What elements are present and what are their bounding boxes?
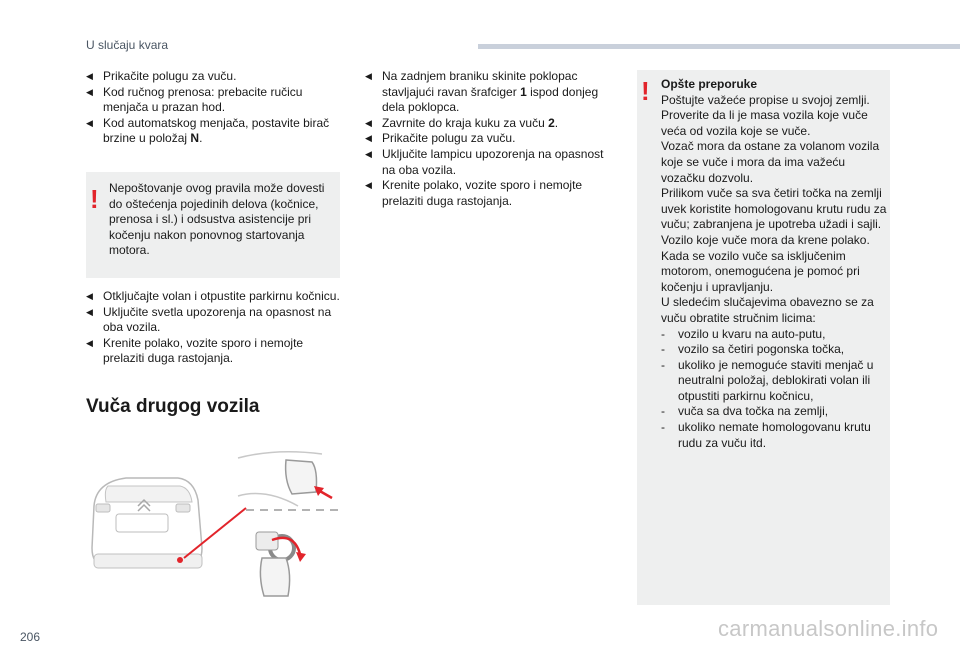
list-item: ◀ Krenite polako, vozite sporo i nemojte prelaziti duga rastojanja. [365, 178, 583, 208]
col1-bottom-instructions [86, 289, 342, 367]
paragraph: Kada se vozilo vuče sa isključenim motorom, onemogućena je pomoć pri kočenju i upravljanju. [661, 248, 860, 294]
list-item: - vuča sa dva točka na zemlji, [661, 404, 829, 419]
list-item: ◀ Prikačite polugu za vuču. [86, 69, 237, 83]
list-item: - ukoliko je nemoguće staviti menjač u neutralni položaj, deblokirati volan ili otpustiti parkirnu kočnicu, [661, 357, 874, 403]
list-item: ◀ Na zadnjem braniku skinite poklopac stavljajući ravan šrafciger 1 ispod donjeg dela poklopca. [365, 69, 599, 115]
list-item: ◀ Krenite polako, vozite sporo i nemojte prelaziti duga rastojanja. [86, 335, 304, 366]
list-item: - ukoliko nemate homologovanu krutu rudu za vuču itd. [661, 420, 871, 450]
arrow-bullet-icon: ◀ [365, 148, 372, 159]
list-item: ◀ Prikačite polugu za vuču. [365, 131, 516, 146]
list-item: ◀ Zavrnite do kraja kuku za vuču 2. [365, 115, 559, 130]
list-item: ◀ Uključite lampicu upozorenja na opasnost na oba vozila. [365, 146, 604, 177]
paragraph: U sledećim slučajevima obavezno se za vuču obratite stručnim licima: [661, 295, 874, 325]
list-item: - vozilo u kvaru na auto-putu, [661, 326, 826, 341]
paragraph: Vozač mora da ostane za volanom vozila koje se vuče i mora da ima važeću vozačku dozvolu. [661, 139, 880, 185]
list-item: ◀ Kod ručnog prenosa: prebacite ručicu menjača u prazan hod. [86, 84, 303, 115]
towing-illustration [86, 436, 342, 606]
col1-top-instructions [86, 69, 342, 147]
page-heading: Vuča drugog vozila [86, 396, 260, 417]
recommendations-title: Opšte preporuke [661, 77, 758, 91]
list-item: - vozilo sa četiri pogonska točka, [661, 342, 845, 357]
recommendations-box [637, 70, 890, 605]
arrow-bullet-icon: ◀ [86, 291, 93, 301]
warning-exclamation-icon: ! [90, 184, 99, 214]
list-item: ◀ Uključite svetla upozorenja na opasnost na oba vozila. [86, 304, 332, 335]
list-item: ◀ Otključajte volan i otpustite parkirnu kočnicu. [86, 289, 340, 303]
list-item: ◀ Kod automatskog menjača, postavite birač brzine u položaj N. [86, 115, 330, 146]
watermark: carmanualsonline.info [718, 616, 939, 641]
paragraph: Poštujte važeće propise u svojoj zemlji. [661, 92, 870, 107]
arrow-bullet-icon: ◀ [365, 133, 372, 144]
arrow-bullet-icon: ◀ [86, 71, 93, 81]
warning-box [86, 172, 340, 278]
page-number: 206 [20, 630, 41, 644]
arrow-bullet-icon: ◀ [86, 86, 93, 97]
arrow-bullet-icon: ◀ [86, 337, 93, 348]
col2-instructions [365, 69, 615, 209]
warning-exclamation-icon: ! [641, 76, 650, 106]
arrow-bullet-icon: ◀ [365, 117, 372, 128]
arrow-bullet-icon: ◀ [365, 71, 372, 81]
arrow-bullet-icon: ◀ [86, 306, 93, 317]
section-title: U slučaju kvara [86, 38, 169, 52]
paragraph: Proverite da li je masa vozila koje vuče veća od vozila koje se vuče. [661, 108, 868, 138]
header-bar [478, 44, 960, 49]
warning-text: Nepoštovanje ovog pravila može dovesti do oštećenja pojedinih delova (kočnice, prenosa i sl.) i odsustva asistencije pri kočenju nakon ponovnog startovanja motora. [109, 181, 325, 258]
arrow-bullet-icon: ◀ [86, 117, 93, 128]
paragraph: Vozilo koje vuče mora da krene polako. [661, 232, 870, 247]
arrow-bullet-icon: ◀ [365, 180, 372, 191]
paragraph: Prilikom vuče sa sva četiri točka na zemlji uvek koristite homologovanu krutu rudu za vuču; zabranjena je upotreba užadi i sajli. [661, 186, 887, 232]
